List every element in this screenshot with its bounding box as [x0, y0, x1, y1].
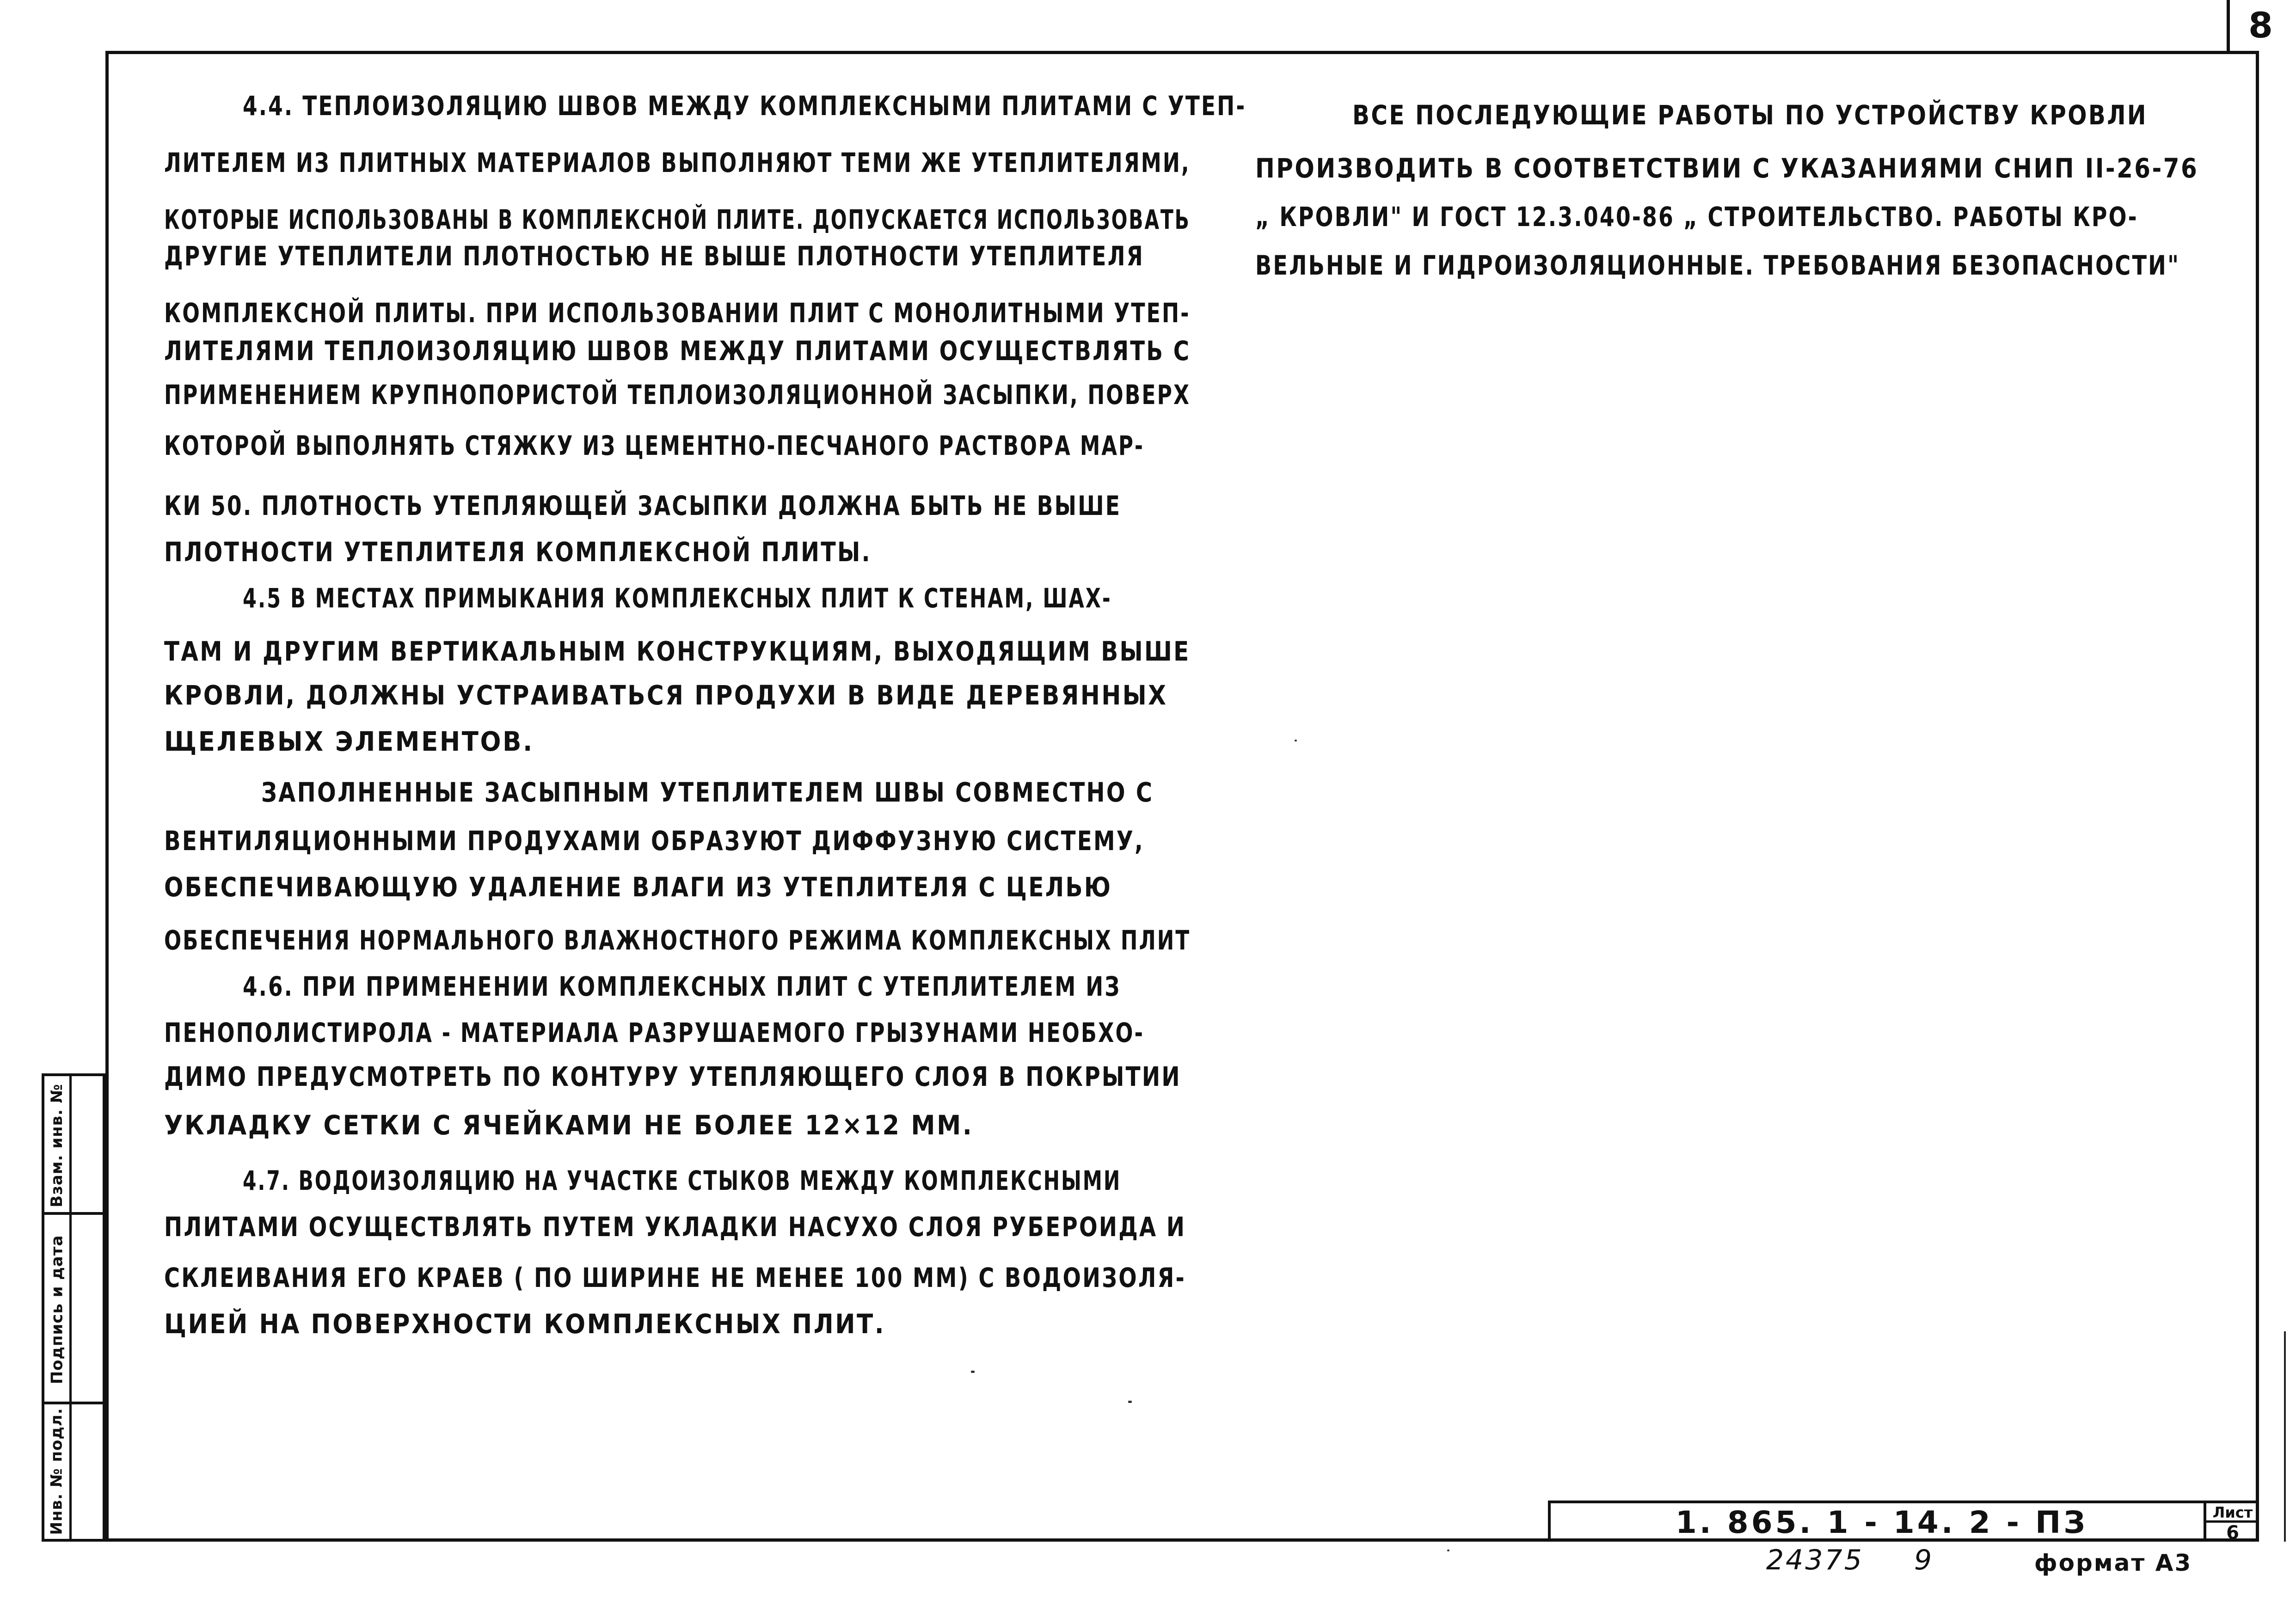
title-block-main	[1548, 1501, 2204, 1542]
text-line: ВСЕ ПОСЛЕДУЮЩИЕ РАБОТЫ ПО УСТРОЙСТВУ КРОВЛИ	[1352, 99, 2148, 131]
side-stamp-label-original: Инв. № подл.	[48, 1408, 66, 1535]
text-line: ДРУГИЕ УТЕПЛИТЕЛИ ПЛОТНОСТЬЮ НЕ ВЫШЕ ПЛОТНОСТИ УТЕПЛИТЕЛЯ	[164, 240, 1144, 272]
text-line: ЩЕЛЕВЫХ ЭЛЕМЕНТОВ.	[164, 726, 534, 757]
text-line: ПЛИТАМИ ОСУЩЕСТВЛЯТЬ ПУТЕМ УКЛАДКИ НАСУХО СЛОЯ РУБЕРОИДА И	[164, 1211, 1186, 1243]
side-stamp-label-replacement: Взам. инв. №	[48, 1084, 66, 1207]
text-line: КОТОРЫЕ ИСПОЛЬЗОВАНЫ В КОМПЛЕКСНОЙ ПЛИТЕ. ДОПУСКАЕТСЯ ИСПОЛЬЗОВАТЬ	[164, 204, 1191, 235]
text-line: ЛИТЕЛЕМ ИЗ ПЛИТНЫХ МАТЕРИАЛОВ ВЫПОЛНЯЮТ ТЕМИ ЖЕ УТЕПЛИТЕЛЯМИ,	[164, 147, 1191, 178]
text-line: ОБЕСПЕЧЕНИЯ НОРМАЛЬНОГО ВЛАЖНОСТНОГО РЕЖИМА КОМПЛЕКСНЫХ ПЛИТ	[164, 925, 1191, 956]
format-label: формат А3	[2034, 1550, 2192, 1576]
text-line: 4.7. ВОДОИЗОЛЯЦИЮ НА УЧАСТКЕ СТЫКОВ МЕЖДУ КОМПЛЕКСНЫМИ	[243, 1165, 1122, 1196]
title-block-sheet	[2204, 1501, 2259, 1542]
page-number: 8	[2248, 5, 2275, 46]
text-line: КИ 50. ПЛОТНОСТЬ УТЕПЛЯЮЩЕЙ ЗАСЫПКИ ДОЛЖНА БЫТЬ НЕ ВЫШЕ	[164, 490, 1122, 521]
speck-mark	[971, 1371, 975, 1373]
text-line: ПЛОТНОСТИ УТЕПЛИТЕЛЯ КОМПЛЕКСНОЙ ПЛИТЫ.	[164, 536, 872, 568]
side-stamp-label-signature: Подпись и дата	[48, 1235, 67, 1384]
text-line: 4.6. ПРИ ПРИМЕНЕНИИ КОМПЛЕКСНЫХ ПЛИТ С УТЕПЛИТЕЛЕМ ИЗ	[243, 971, 1121, 1002]
text-line: ОБЕСПЕЧИВАЮЩУЮ УДАЛЕНИЕ ВЛАГИ ИЗ УТЕПЛИТЕЛЯ С ЦЕЛЬЮ	[164, 871, 1112, 903]
text-line: ВЕНТИЛЯЦИОННЫМИ ПРОДУХАМИ ОБРАЗУЮТ ДИФФУЗНУЮ СИСТЕМУ,	[164, 825, 1145, 857]
speck-mark	[1128, 1401, 1132, 1403]
page-number-box	[2227, 0, 2296, 51]
sheet-label: Лист	[2206, 1503, 2259, 1523]
side-stamp	[42, 1073, 105, 1542]
text-line: КОМПЛЕКСНОЙ ПЛИТЫ. ПРИ ИСПОЛЬЗОВАНИИ ПЛИТ С МОНОЛИТНЫМИ УТЕП-	[164, 297, 1191, 329]
text-line: ПРИМЕНЕНИЕМ КРУПНОПОРИСТОЙ ТЕПЛОИЗОЛЯЦИОННОЙ ЗАСЫПКИ, ПОВЕРХ	[164, 379, 1191, 410]
title-block	[1548, 1501, 2259, 1542]
right-edge-mark	[2284, 1331, 2286, 1542]
text-line: КОТОРОЙ ВЫПОЛНЯТЬ СТЯЖКУ ИЗ ЦЕМЕНТНО-ПЕСЧАНОГО РАСТВОРА МАР-	[164, 430, 1145, 461]
text-line: ЗАПОЛНЕННЫЕ ЗАСЫПНЫМ УТЕПЛИТЕЛЕМ ШВЫ СОВМЕСТНО С	[261, 777, 1154, 808]
inventory-number: 24375	[1766, 1544, 1864, 1576]
text-line: ПЕНОПОЛИСТИРОЛА - МАТЕРИАЛА РАЗРУШАЕМОГО ГРЫЗУНАМИ НЕОБХО-	[164, 1017, 1145, 1048]
text-line: ЛИТЕЛЯМИ ТЕПЛОИЗОЛЯЦИЮ ШВОВ МЕЖДУ ПЛИТАМИ ОСУЩЕСТВЛЯТЬ С	[164, 335, 1191, 367]
speck-mark	[1447, 1550, 1449, 1551]
text-line: 4.5 В МЕСТАХ ПРИМЫКАНИЯ КОМПЛЕКСНЫХ ПЛИТ К СТЕНАМ, ШАХ-	[243, 582, 1112, 614]
text-line: ЦИЕЙ НА ПОВЕРХНОСТИ КОМПЛЕКСНЫХ ПЛИТ.	[164, 1308, 886, 1340]
sheet-number: 6	[2226, 1522, 2239, 1544]
text-line: УКЛАДКУ СЕТКИ С ЯЧЕЙКАМИ НЕ БОЛЕЕ 12×12 ММ.	[164, 1109, 974, 1141]
text-line: ВЕЛЬНЫЕ И ГИДРОИЗОЛЯЦИОННЫЕ. ТРЕБОВАНИЯ БЕЗОПАСНОСТИ"	[1255, 250, 2180, 281]
speck-mark	[1295, 740, 1297, 741]
text-line: ТАМ И ДРУГИМ ВЕРТИКАЛЬНЫМ КОНСТРУКЦИЯМ, ВЫХОДЯЩИМ ВЫШЕ	[164, 636, 1191, 667]
text-line: СКЛЕИВАНИЯ ЕГО КРАЕВ ( ПО ШИРИНЕ НЕ МЕНЕЕ 100 ММ) С ВОДОИЗОЛЯ-	[164, 1262, 1186, 1293]
text-line: ПРОИЗВОДИТЬ В СООТВЕТСТВИИ С УКАЗАНИЯМИ СНИП II-26-76	[1255, 153, 2199, 184]
text-line: КРОВЛИ, ДОЛЖНЫ УСТРАИВАТЬСЯ ПРОДУХИ В ВИДЕ ДЕРЕВЯННЫХ	[164, 680, 1168, 711]
text-line: ДИМО ПРЕДУСМОТРЕТЬ ПО КОНТУРУ УТЕПЛЯЮЩЕГО СЛОЯ В ПОКРЫТИИ	[164, 1061, 1181, 1092]
text-line: „ КРОВЛИ" И ГОСТ 12.3.040-86 „ СТРОИТЕЛЬСТВО. РАБОТЫ КРО-	[1255, 201, 2138, 233]
document-code: 1. 865. 1 - 14. 2 - ПЗ	[1675, 1505, 2088, 1540]
handwritten-number: 9	[1914, 1544, 1934, 1576]
text-line: 4.4. ТЕПЛОИЗОЛЯЦИЮ ШВОВ МЕЖДУ КОМПЛЕКСНЫМИ ПЛИТАМИ С УТЕП-	[243, 90, 1246, 122]
